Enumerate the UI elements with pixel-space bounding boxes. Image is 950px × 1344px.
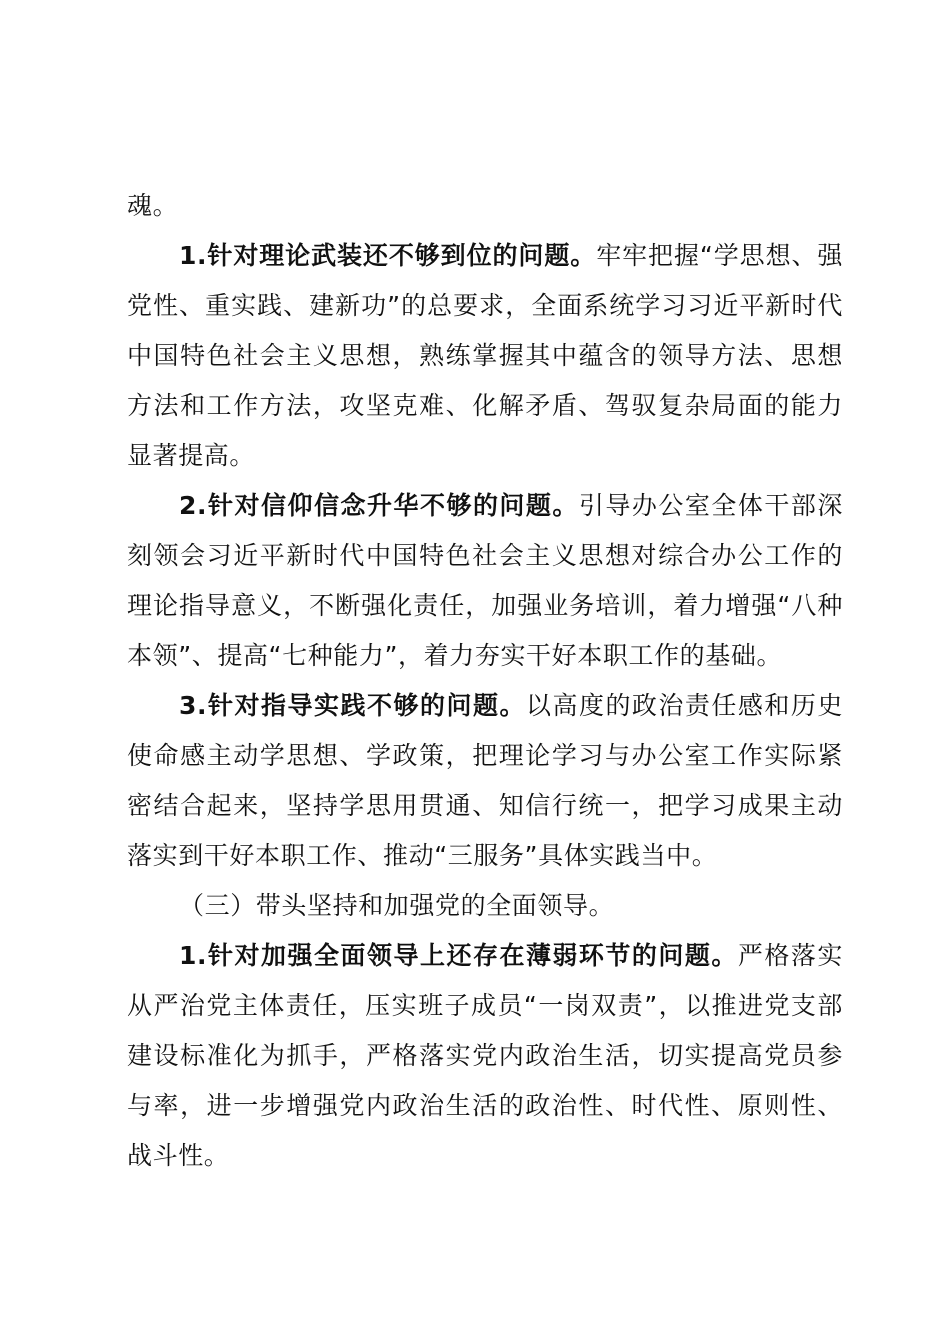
paragraph-5 (127, 931, 843, 1181)
paragraph-1-text: 魂。 (127, 191, 179, 220)
paragraph-4-heading: 3.针对指导实践不够的问题。 (179, 691, 526, 720)
paragraph-1 (127, 181, 843, 231)
section-heading (127, 881, 843, 931)
paragraph-5-text: 严格落实从严治党主体责任，压实班子成员“一岗双责”，以推进党支部建设标准化为抓手，严格落实党内政治生活，切实提高党员参与率，进一步增强党内政治生活的政治性、时代性、原则性、战斗性。 (127, 941, 843, 1170)
paragraph-3-text: 引导办公室全体干部深刻领会习近平新时代中国特色社会主义思想对综合办公工作的理论指导意义，不断强化责任，加强业务培训，着力增强“八种本领”、提高“七种能力”，着力夯实干好本职工作的基础。 (127, 491, 843, 670)
paragraph-2-text: 牢牢把握“学思想、强党性、重实践、建新功”的总要求，全面系统学习习近平新时代中国特色社会主义思想，熟练掌握其中蕴含的领导方法、思想方法和工作方法，攻坚克难、化解矛盾、驾驭复杂局面的能力显著提高。 (127, 241, 844, 470)
paragraph-3-heading: 2.针对信仰信念升华不够的问题。 (179, 491, 579, 520)
document-body (127, 181, 843, 1181)
paragraph-2 (127, 231, 843, 481)
paragraph-5-heading: 1.针对加强全面领导上还存在薄弱环节的问题。 (179, 941, 738, 970)
paragraph-4-text: 以高度的政治责任感和历史使命感主动学思想、学政策，把理论学习与办公室工作实际紧密结合起来，坚持学思用贯通、知信行统一，把学习成果主动落实到干好本职工作、推动“三服务”具体实践当中。 (127, 691, 844, 870)
section-heading-text: （三）带头坚持和加强党的全面领导。 (179, 891, 615, 920)
paragraph-4 (127, 681, 843, 881)
paragraph-3 (127, 481, 843, 681)
paragraph-2-heading: 1.针对理论武装还不够到位的问题。 (179, 241, 597, 270)
